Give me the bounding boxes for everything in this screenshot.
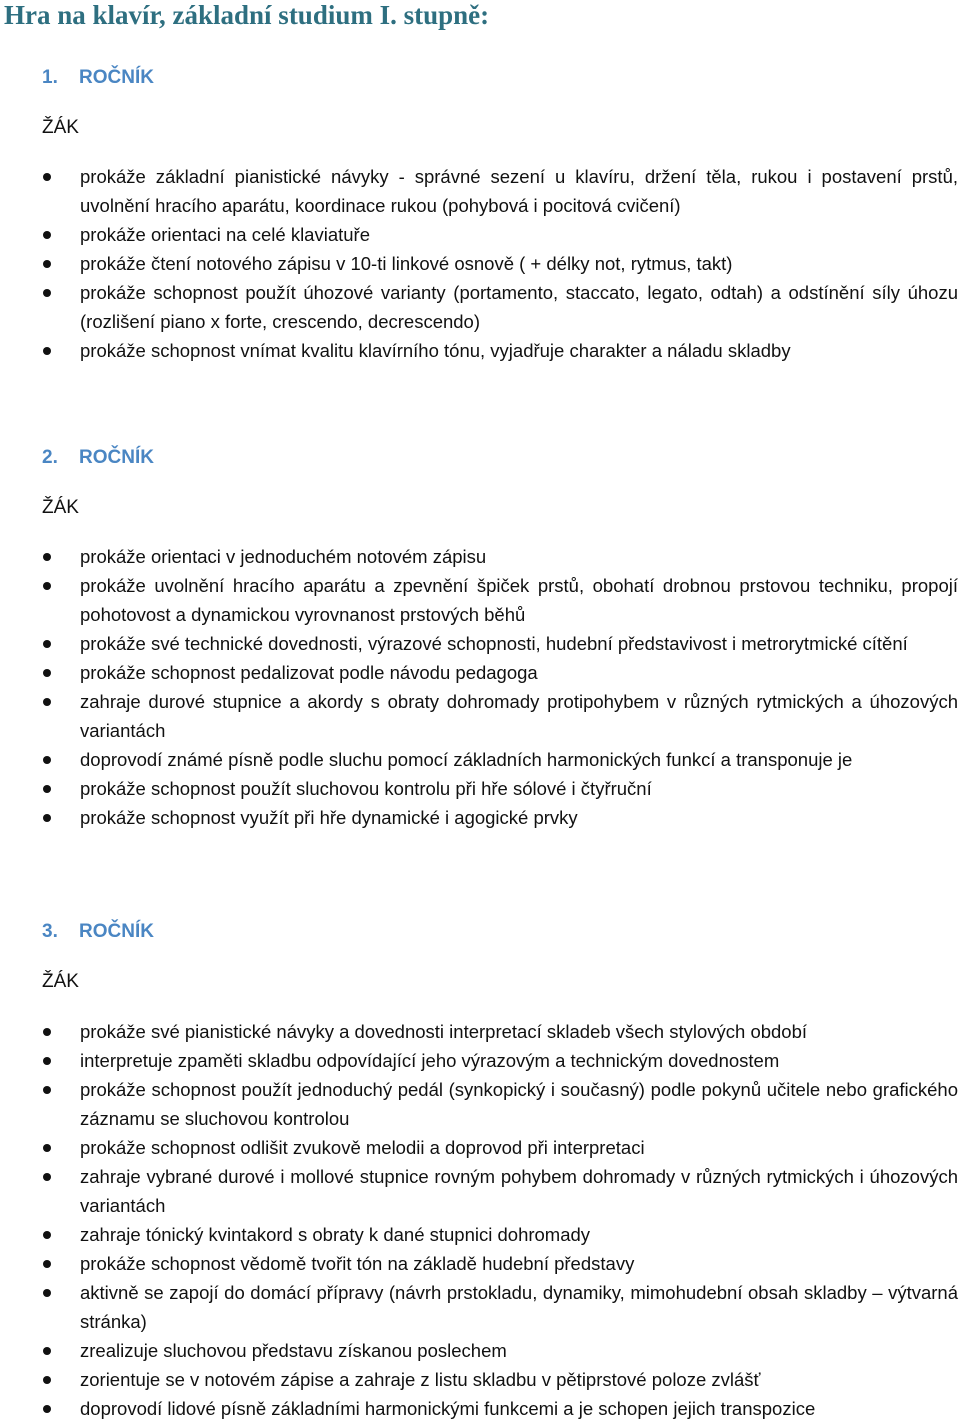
list-item-text: prokáže základní pianistické návyky - správné sezení u klavíru, držení těla, rukou i postavení prstů, uvolnění hracího aparátu, koordinace rukou (pohybová i pocitová cvičení): [80, 166, 958, 216]
list-item-text: doprovodí známé písně podle sluchu pomocí základních harmonických funkcí a transponuje je: [80, 749, 853, 770]
list-item-text: zahraje tónický kvintakord s obraty k dané stupnici dohromady: [80, 1224, 591, 1245]
list-item: [0, 1162, 958, 1220]
section-2-heading: [42, 446, 154, 470]
bullet-icon: [43, 1144, 51, 1152]
list-item-text: zahraje vybrané durové i mollové stupnice rovným pohybem dohromady v různých rytmických i úhozových variantách: [80, 1166, 958, 1216]
list-item-text: doprovodí lidové písně základními harmonickými funkcemi a je schopen jejich transpozice: [80, 1398, 816, 1419]
bullet-icon: [43, 231, 51, 239]
section-3-heading: [42, 920, 154, 944]
section-title: ROČNÍK: [79, 921, 154, 942]
bullet-icon: [43, 582, 51, 590]
list-item: [0, 774, 958, 803]
section-2-list: [0, 542, 960, 832]
list-item: [0, 745, 958, 774]
list-item: [0, 278, 958, 336]
bullet-icon: [43, 669, 51, 677]
list-item-text: zorientuje se v notovém zápise a zahraje z listu skladbu v pětiprstové poloze zvlášť: [80, 1369, 761, 1390]
bullet-icon: [43, 1173, 51, 1181]
list-item-text: prokáže schopnost pedalizovat podle návodu pedagoga: [80, 662, 538, 683]
bullet-icon: [43, 1405, 51, 1413]
bullet-icon: [43, 1086, 51, 1094]
list-item: [0, 629, 958, 658]
section-2-subheading: ŽÁK: [42, 497, 79, 518]
list-item-text: aktivně se zapojí do domácí přípravy (návrh prstokladu, dynamiky, mimohudební obsah skladby – výtvarná stránka): [80, 1282, 958, 1332]
section-number: 3.: [42, 921, 58, 942]
list-item-text: prokáže schopnost použít úhozové varianty (portamento, staccato, legato, odtah) a odstínění síly úhozu (rozlišení piano x forte, crescendo, decrescendo): [80, 282, 958, 332]
bullet-icon: [43, 1231, 51, 1239]
list-item-text: interpretuje zpaměti skladbu odpovídající jeho výrazovým a technickým dovednostem: [80, 1050, 780, 1071]
section-1-subheading: ŽÁK: [42, 117, 79, 138]
list-item: [0, 658, 958, 687]
list-item-text: prokáže orientaci v jednoduchém notovém zápisu: [80, 546, 487, 567]
list-item-text: prokáže uvolnění hracího aparátu a zpevnění špiček prstů, obohatí drobnou prstovou techniku, propojí pohotovost a dynamickou vyrovnanost prstových běhů: [80, 575, 958, 625]
list-item-text: prokáže schopnost vnímat kvalitu klavírního tónu, vyjadřuje charakter a náladu skladby: [80, 340, 791, 361]
bullet-icon: [43, 698, 51, 706]
list-item: [0, 249, 958, 278]
bullet-icon: [43, 814, 51, 822]
list-item-text: prokáže schopnost využít při hře dynamické i agogické prvky: [80, 807, 578, 828]
list-item: [0, 571, 958, 629]
list-item: [0, 1075, 958, 1133]
list-item-text: zahraje durové stupnice a akordy s obraty dohromady protipohybem v různých rytmických a úhozových variantách: [80, 691, 958, 741]
bullet-icon: [43, 289, 51, 297]
bullet-icon: [43, 260, 51, 268]
page-title: Hra na klavír, základní studium I. stupně:: [4, 0, 490, 30]
bullet-icon: [43, 1057, 51, 1065]
list-item: [0, 220, 958, 249]
bullet-icon: [43, 1260, 51, 1268]
list-item: [0, 336, 958, 365]
section-1-heading: [42, 66, 154, 90]
list-item-text: prokáže své technické dovednosti, výrazové schopnosti, hudební představivost i metrorytmické cítění: [80, 633, 908, 654]
section-number: 1.: [42, 67, 58, 88]
list-item: [0, 687, 958, 745]
list-item: [0, 162, 958, 220]
bullet-icon: [43, 785, 51, 793]
bullet-icon: [43, 640, 51, 648]
list-item-text: prokáže schopnost odlišit zvukově melodii a doprovod při interpretaci: [80, 1137, 645, 1158]
list-item: [0, 1046, 958, 1075]
list-item: [0, 1278, 958, 1336]
bullet-icon: [43, 347, 51, 355]
bullet-icon: [43, 173, 51, 181]
bullet-icon: [43, 1376, 51, 1384]
bullet-icon: [43, 1289, 51, 1297]
list-item-text: prokáže své pianistické návyky a dovednosti interpretací skladeb všech stylových období: [80, 1021, 808, 1042]
list-item-text: prokáže schopnost použít sluchovou kontrolu při hře sólové i čtyřruční: [80, 778, 652, 799]
list-item: [0, 1017, 958, 1046]
list-item-text: prokáže schopnost vědomě tvořit tón na základě hudební představy: [80, 1253, 635, 1274]
bullet-icon: [43, 1028, 51, 1036]
section-1-list: [0, 162, 960, 365]
section-title: ROČNÍK: [79, 447, 154, 468]
section-3-subheading: ŽÁK: [42, 971, 79, 992]
list-item: [0, 1394, 958, 1423]
list-item-text: prokáže čtení notového zápisu v 10-ti linkové osnově ( + délky not, rytmus, takt): [80, 253, 733, 274]
list-item: [0, 1336, 958, 1365]
list-item: [0, 803, 958, 832]
section-number: 2.: [42, 447, 58, 468]
list-item: [0, 1249, 958, 1278]
list-item: [0, 1365, 958, 1394]
list-item-text: zrealizuje sluchovou představu získanou poslechem: [80, 1340, 507, 1361]
section-3-list: [0, 1017, 960, 1423]
bullet-icon: [43, 756, 51, 764]
section-title: ROČNÍK: [79, 67, 154, 88]
list-item-text: prokáže orientaci na celé klaviatuře: [80, 224, 370, 245]
list-item: [0, 1133, 958, 1162]
bullet-icon: [43, 553, 51, 561]
bullet-icon: [43, 1347, 51, 1355]
list-item-text: prokáže schopnost použít jednoduchý pedál (synkopický i současný) podle pokynů učitele nebo grafického záznamu se sluchovou kontrolou: [80, 1079, 958, 1129]
list-item: [0, 1220, 958, 1249]
list-item: [0, 542, 958, 571]
